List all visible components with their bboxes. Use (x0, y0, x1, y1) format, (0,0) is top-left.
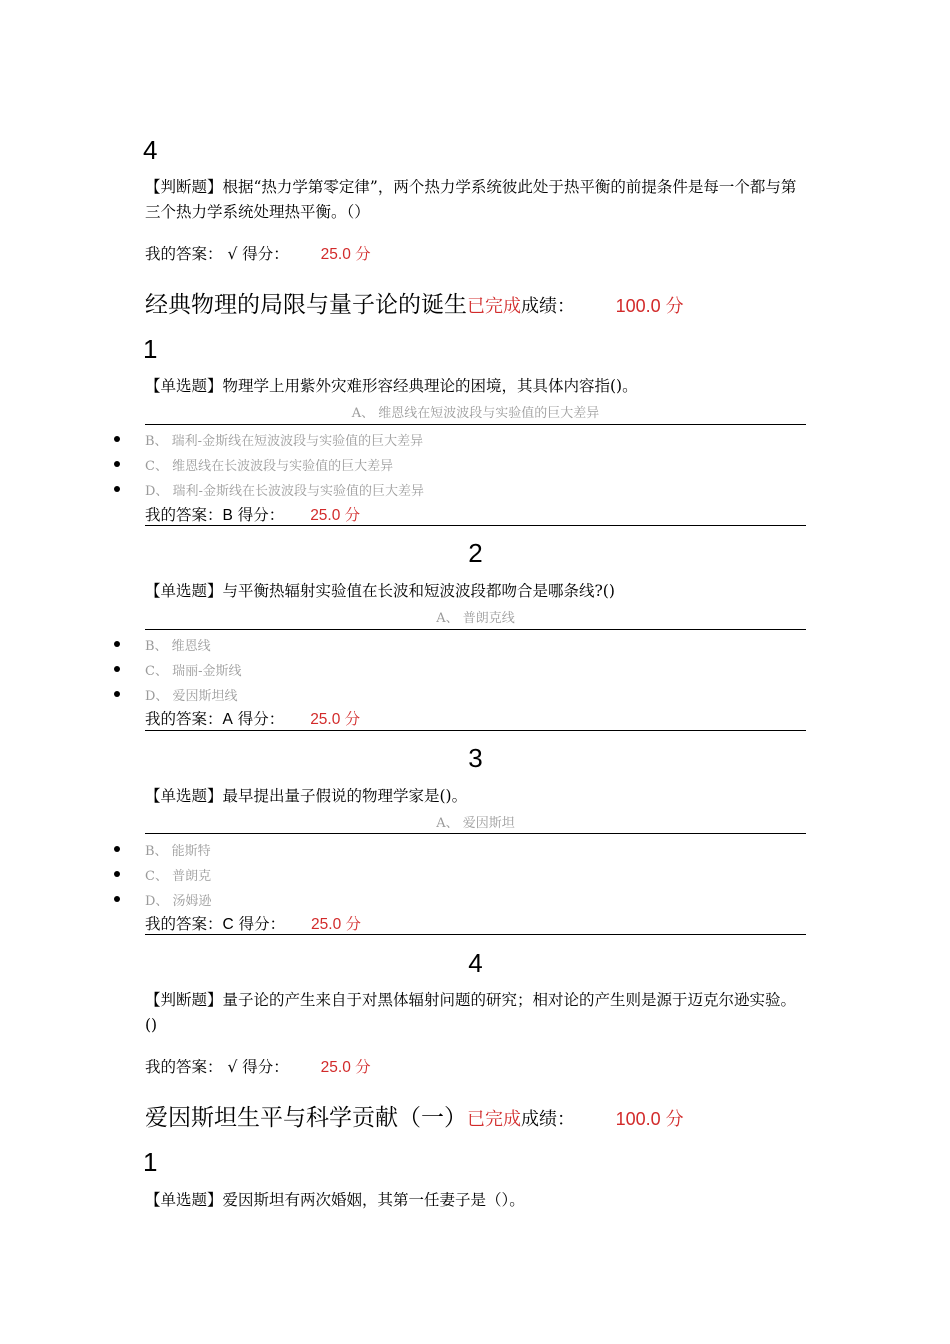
bullet (114, 666, 120, 672)
status-badge: 已完成 (467, 296, 521, 317)
option-b: B、 瑞利-金斯线在短波波段与实验值的巨大差异 (145, 434, 424, 449)
answer-value: C (222, 916, 234, 933)
score-label: 得分： (242, 1058, 289, 1076)
answer-label: 我的答案： (145, 506, 223, 524)
answer-value: A (222, 711, 233, 728)
grade-label: 成绩： (521, 296, 575, 317)
answer-label: 我的答案： (145, 1058, 223, 1076)
score-value: 25.0 分 (320, 246, 371, 263)
option-b: B、 能斯特 (145, 844, 211, 859)
option-d: D、 爱因斯坦线 (145, 689, 238, 704)
score-label: 得分： (237, 506, 285, 524)
answer-line (145, 242, 371, 264)
answer-value: B (222, 507, 233, 524)
question-number: 4 (143, 135, 158, 165)
question-text: 【单选题】物理学上用紫外灾难形容经典理论的困境，其具体内容指()。 (145, 377, 638, 395)
section-title: 爱因斯坦生平与科学贡献（一） (145, 1105, 467, 1131)
option-c: C、 维恩线在长波波段与实验值的巨大差异 (145, 459, 394, 474)
grade-label: 成绩： (521, 1109, 575, 1130)
question-number: 4 (468, 948, 483, 978)
bullet (114, 641, 120, 647)
section-title: 经典物理的局限与量子论的诞生 (145, 292, 467, 318)
divider (145, 934, 806, 935)
question-text: 【单选题】与平衡热辐射实验值在长波和短波波段都吻合是哪条线?() (145, 582, 615, 600)
bullet (114, 871, 120, 877)
score-label: 得分： (238, 915, 286, 933)
score-value: 25.0 分 (311, 916, 362, 933)
question-text: 【单选题】最早提出量子假说的物理学家是()。 (145, 787, 468, 805)
divider (145, 730, 806, 731)
option-b: B、 维恩线 (145, 639, 211, 654)
option-c: C、 普朗克 (145, 869, 212, 884)
answer-value: √ (227, 1058, 238, 1076)
bullet (114, 486, 120, 492)
divider (145, 424, 806, 425)
bullet (114, 691, 120, 697)
score-value: 25.0 分 (310, 507, 361, 524)
option-a: A、 维恩线在短波波段与实验值的巨大差异 (351, 406, 600, 421)
bullet (114, 461, 120, 467)
grade-value: 100.0 分 (615, 296, 684, 316)
question-number: 2 (468, 538, 483, 568)
question-number: 1 (143, 1147, 158, 1177)
answer-line (145, 707, 360, 729)
status-badge: 已完成 (467, 1109, 521, 1130)
divider (145, 629, 806, 630)
question-number: 1 (143, 334, 158, 364)
option-a: A、 普朗克线 (436, 611, 515, 626)
answer-value: √ (227, 245, 238, 263)
score-label: 得分： (242, 245, 289, 263)
answer-line (145, 1055, 371, 1077)
option-c: C、 瑞丽-金斯线 (145, 664, 242, 679)
answer-label: 我的答案： (145, 710, 223, 728)
score-label: 得分： (237, 710, 285, 728)
score-value: 25.0 分 (320, 1059, 371, 1076)
question-number: 3 (468, 743, 483, 773)
option-a: A、 爱因斯坦 (436, 816, 515, 831)
question-text: 【判断题】量子论的产生来自于对黑体辐射问题的研究；相对论的产生则是源于迈克尔逊实验。() (145, 991, 797, 1034)
grade-value: 100.0 分 (615, 1109, 684, 1129)
option-d: D、 瑞利-金斯线在长波波段与实验值的巨大差异 (145, 484, 424, 499)
option-d: D、 汤姆逊 (145, 894, 212, 909)
question-text: 【判断题】根据“热力学第零定律”，两个热力学系统彼此处于热平衡的前提条件是每一个都与第三个热力学系统处理热平衡。（） (145, 178, 797, 221)
bullet (114, 846, 120, 852)
section-heading (145, 1099, 684, 1132)
answer-label: 我的答案： (145, 915, 223, 933)
divider (145, 833, 806, 834)
bullet (114, 436, 120, 442)
bullet (114, 896, 120, 902)
score-value: 25.0 分 (310, 711, 361, 728)
answer-label: 我的答案： (145, 245, 223, 263)
divider (145, 525, 806, 526)
question-text: 【单选题】爱因斯坦有两次婚姻，其第一任妻子是（）。 (145, 1191, 525, 1209)
section-heading (145, 286, 684, 319)
answer-line (145, 503, 360, 525)
answer-line (145, 912, 361, 934)
